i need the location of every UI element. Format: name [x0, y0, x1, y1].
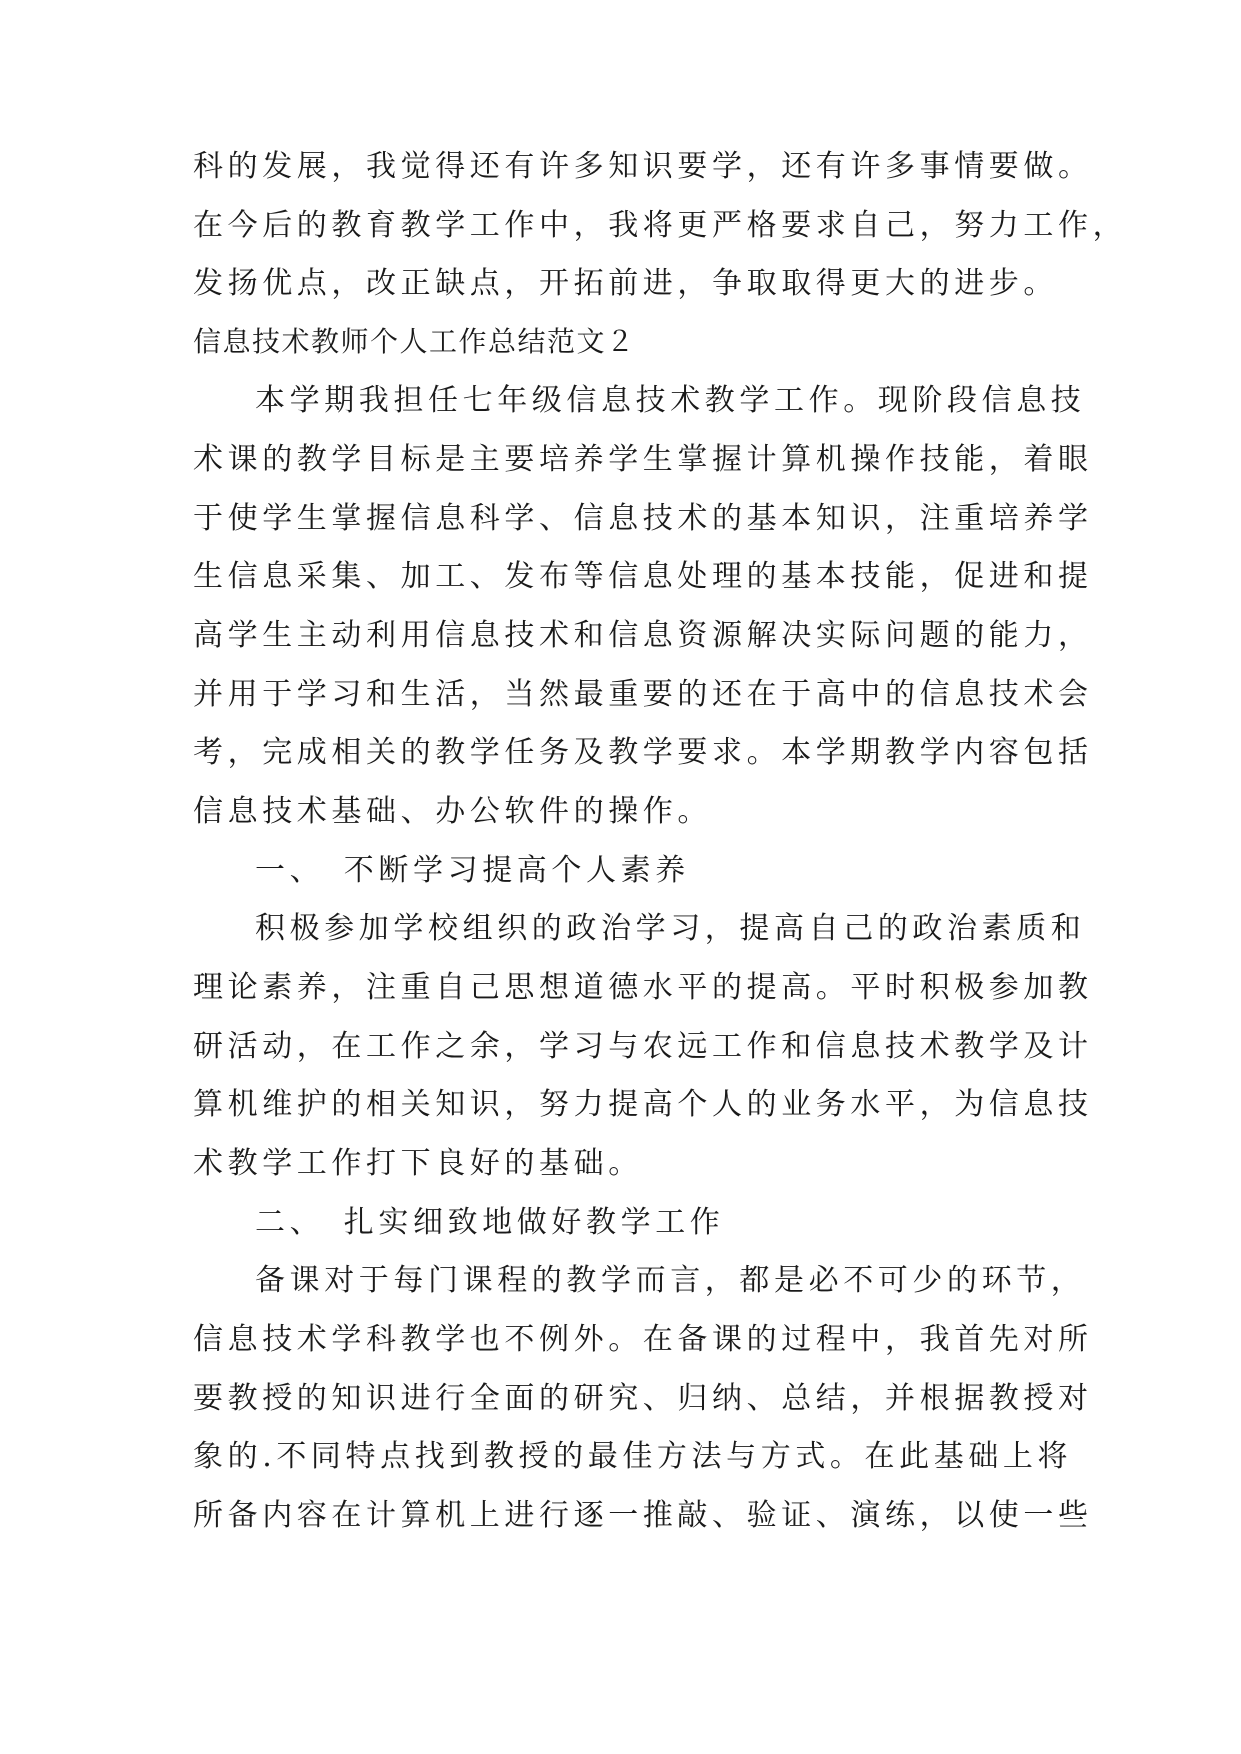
section-heading: 一、 不断学习提高个人素养 [255, 853, 690, 888]
text-line: 于使学生掌握信息科学、信息技术的基本知识，注重培养学 [193, 501, 1093, 536]
text-line: 术教学工作打下良好的基础。 [193, 1146, 643, 1181]
text-line: 所备内容在计算机上进行逐一推敲、验证、演练，以使一些 [193, 1498, 1093, 1533]
text-line: 信息技术学科教学也不例外。在备课的过程中，我首先对所 [193, 1322, 1093, 1357]
text-line: 信息技术基础、办公软件的操作。 [193, 794, 712, 829]
text-line: 并用于学习和生活，当然最重要的还在于高中的信息技术会 [193, 677, 1093, 712]
text-line: 术课的教学目标是主要培养学生掌握计算机操作技能，着眼 [193, 442, 1093, 477]
text-line: 积极参加学校组织的政治学习，提高自己的政治素质和 [255, 911, 1086, 946]
text-line: 生信息采集、加工、发布等信息处理的基本技能，促进和提 [193, 559, 1093, 594]
text-line: 理论素养，注重自己思想道德水平的提高。平时积极参加教 [193, 970, 1093, 1005]
section-title: 信息技术教师个人工作总结范文２ [193, 325, 636, 358]
text-line: 研活动，在工作之余，学习与农远工作和信息技术教学及计 [193, 1029, 1093, 1064]
text-line: 科的发展，我觉得还有许多知识要学，还有许多事情要做。 [193, 149, 1093, 184]
text-line: 考，完成相关的教学任务及教学要求。本学期教学内容包括 [193, 735, 1093, 770]
text-line: 高学生主动利用信息技术和信息资源解决实际问题的能力， [193, 618, 1093, 653]
text-line: 在今后的教育教学工作中，我将更严格要求自己，努力工作， [193, 208, 1128, 243]
text-line: 发扬优点，改正缺点，开拓前进，争取取得更大的进步。 [193, 266, 1058, 301]
text-line: 本学期我担任七年级信息技术教学工作。现阶段信息技 [255, 383, 1086, 418]
text-line: 备课对于每门课程的教学而言，都是必不可少的环节， [255, 1263, 1086, 1298]
text-line: 算机维护的相关知识，努力提高个人的业务水平，为信息技 [193, 1087, 1093, 1122]
text-line: 要教授的知识进行全面的研究、归纳、总结，并根据教授对 [193, 1381, 1093, 1416]
text-line: 象的.不同特点找到教授的最佳方法与方式。在此基础上将 [193, 1439, 1073, 1474]
section-heading: 二、 扎实细致地做好教学工作 [255, 1205, 725, 1240]
